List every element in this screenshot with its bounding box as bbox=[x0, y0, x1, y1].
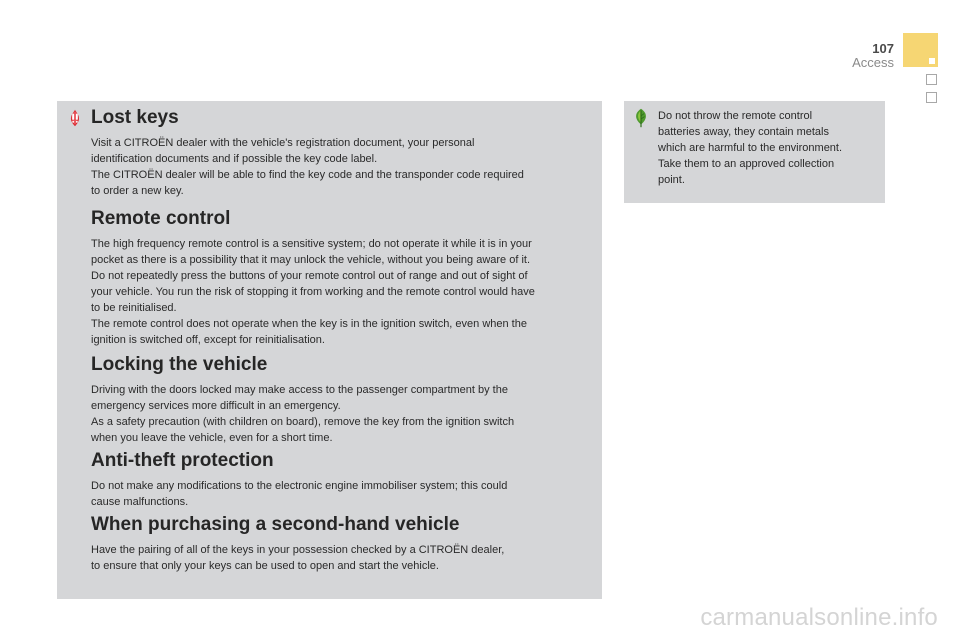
chapter-tab-active bbox=[903, 33, 938, 67]
text-line: when you leave the vehicle, even for a short time. bbox=[91, 432, 333, 444]
section-remote-control bbox=[91, 208, 596, 348]
text-line: Driving with the doors locked may make access to the passenger compartment by the bbox=[91, 384, 508, 396]
text-line: point. bbox=[658, 174, 685, 186]
text-line: Do not throw the remote control bbox=[658, 110, 813, 122]
section-second-hand bbox=[91, 514, 596, 574]
section-title: Remote control bbox=[91, 208, 231, 229]
text-line: cause malfunctions. bbox=[91, 496, 189, 508]
warning-panel bbox=[57, 101, 602, 599]
section-body bbox=[91, 478, 596, 510]
section-body bbox=[91, 542, 596, 574]
chapter-title: Access bbox=[852, 55, 894, 70]
environment-note-text bbox=[658, 108, 878, 188]
text-line: As a safety precaution (with children on board), remove the key from the ignition switch bbox=[91, 416, 515, 428]
section-title: Locking the vehicle bbox=[91, 354, 268, 375]
section-body bbox=[91, 236, 596, 348]
section-body bbox=[91, 135, 596, 199]
text-line: Do not make any modifications to the electronic engine immobiliser system; this could bbox=[91, 480, 508, 492]
text-line: which are harmful to the environment. bbox=[658, 142, 843, 154]
section-title: When purchasing a second-hand vehicle bbox=[91, 514, 460, 535]
text-line: The remote control does not operate when the key is in the ignition switch, even when the bbox=[91, 318, 527, 330]
section-title: Lost keys bbox=[91, 107, 179, 128]
text-line: to order a new key. bbox=[91, 185, 184, 197]
text-line: The high frequency remote control is a sensitive system; do not operate it while it is in your bbox=[91, 238, 532, 250]
text-line: Do not repeatedly press the buttons of your remote control out of range and out of sight of bbox=[91, 270, 528, 282]
text-line: The CITROËN dealer will be able to find the key code and the transponder code required bbox=[91, 169, 524, 181]
section-locking-vehicle bbox=[91, 354, 596, 446]
section-body bbox=[91, 382, 596, 446]
page-number: 107 bbox=[872, 41, 894, 56]
chapter-tab-box bbox=[926, 74, 937, 85]
chapter-tab-box bbox=[926, 92, 937, 103]
text-line: your vehicle. You run the risk of stopping it from working and the remote control would have bbox=[91, 286, 535, 298]
text-line: Visit a CITROËN dealer with the vehicle's registration document, your personal bbox=[91, 137, 475, 149]
text-line: batteries away, they contain metals bbox=[658, 126, 829, 138]
text-line: to ensure that only your keys can be used to open and start the vehicle. bbox=[91, 560, 439, 572]
text-line: emergency services more difficult in an emergency. bbox=[91, 400, 341, 412]
text-line: ignition is switched off, except for reinitialisation. bbox=[91, 334, 325, 346]
text-line: pocket as there is a possibility that it may unlock the vehicle, without you being aware of it. bbox=[91, 254, 531, 266]
text-line: identification documents and if possible the key code label. bbox=[91, 153, 378, 165]
environment-note-panel bbox=[624, 101, 885, 203]
text-line: Have the pairing of all of the keys in your possession checked by a CITROËN dealer, bbox=[91, 544, 505, 556]
warning-exclamation-icon bbox=[66, 109, 84, 127]
watermark: carmanualsonline.info bbox=[700, 604, 938, 631]
tab-marker bbox=[929, 58, 935, 64]
section-title: Anti-theft protection bbox=[91, 450, 274, 471]
section-lost-keys bbox=[91, 107, 596, 199]
section-anti-theft bbox=[91, 450, 596, 510]
environment-leaf-icon bbox=[632, 108, 650, 128]
text-line: to be reinitialised. bbox=[91, 302, 177, 314]
text-line: Take them to an approved collection bbox=[658, 158, 835, 170]
